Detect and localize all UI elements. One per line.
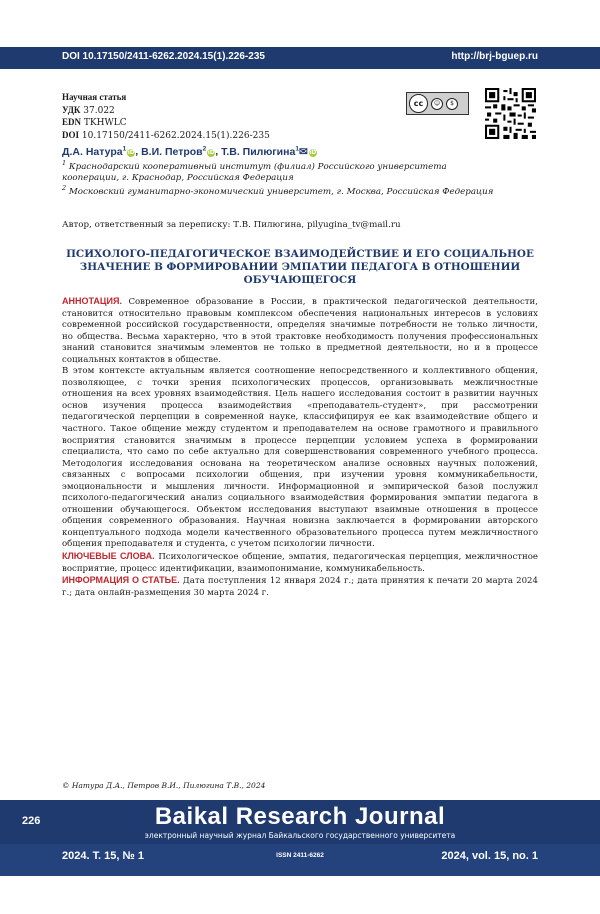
- article-type: Научная статья: [62, 92, 126, 102]
- creative-commons-badge[interactable]: [406, 92, 469, 115]
- issn: ISSN 2411-6262: [0, 852, 600, 859]
- orcid-icon[interactable]: iD: [309, 149, 317, 157]
- journal-name: Baikal Research Journal: [0, 803, 600, 831]
- affiliation-2: [62, 183, 502, 198]
- qr-code[interactable]: [485, 88, 536, 139]
- author[interactable]: [141, 146, 215, 158]
- abstract-block: [62, 296, 538, 599]
- nc-icon: $: [446, 98, 458, 110]
- udk-label: УДК: [62, 105, 80, 115]
- abstract-label: АННОТАЦИЯ.: [62, 296, 122, 306]
- header-doi: DOI 10.17150/2411-6262.2024.15(1).226-235: [62, 51, 265, 62]
- abstract-p2: В этом контексте актуальным является соотношение непосредственного и коллективного общения, позволяющее, с точки зрения психологических процессов, организовывать межличностные отношения на всех уровнях взаимодействия. Цель нашего исследования состоит в развитии научных основ изучения процесса взаимодействия «преподаватель-студент», при рассмотрении педагогической перцепции в современной науке, классифицируя ее как взаимодействие общего и частного. Такое общение между студентом и преподавателем на основе грамотного и правильного восприятия становится значимым в процессе перцепции условием успеха в формировании специалиста, что само по себе актуально для совершенствования современного учебного процесса. Методология исследования основана на теоретическом анализе основных научных положений, связанных с вопросами психологии общения, при изучении уровня коммуникабельности, эмоциональности и мышления личности. Информационной и эмпирической базой послужил психолого-педагогический анализ социального взаимодействия формирования эмпатии педагога в отношении обучающегося. Объектом исследования выступают взаимные отношения в процессе общения современного образования. Научная новизна заключается в формировании авторского концептуального подхода модели качественного образовательного процесса путем межличностного общения преподавателя и студента, с учетом психологии личности.: [62, 366, 538, 549]
- author-sup: 1: [123, 145, 127, 152]
- doi-value[interactable]: 10.17150/2411-6262.2024.15(1).226-235: [82, 131, 270, 141]
- article-title: ПСИХОЛОГО-ПЕДАГОГИЧЕСКОЕ ВЗАИМОДЕЙСТВИЕ И ЕГО СОЦИАЛЬНОЕ ЗНАЧЕНИЕ В ФОРМИРОВАНИИ ЭМПАТИИ ПЕДАГОГА В ОТНОШЕНИИ ОБУЧАЮЩЕГОСЯ: [62, 248, 538, 287]
- author-name: Т.В. Пилюгина: [221, 146, 295, 158]
- orcid-icon[interactable]: iD: [207, 149, 215, 157]
- envelope-icon[interactable]: ✉: [299, 146, 308, 158]
- article-meta: [62, 92, 270, 142]
- journal-footer: [0, 800, 600, 876]
- affiliation-text: Московский гуманитарно-экономический университет, г. Москва, Российская Федерация: [69, 187, 494, 197]
- udk-value: 37.022: [83, 106, 115, 116]
- orcid-icon[interactable]: iD: [127, 149, 135, 157]
- article-info-label: ИНФОРМАЦИЯ О СТАТЬЕ.: [62, 575, 180, 585]
- author-sup: 1: [295, 145, 299, 152]
- author[interactable]: [221, 146, 317, 158]
- volume-en: 2024, vol. 15, no. 1: [441, 850, 538, 862]
- volume-ru: 2024. Т. 15, № 1: [62, 850, 144, 862]
- cc-icon: cc: [409, 94, 428, 113]
- affiliation-text: Краснодарский кооперативный институт (филиал) Российского университета кооперации, г. Краснодар, Российская Федерация: [62, 162, 447, 184]
- keywords-label: КЛЮЧЕВЫЕ СЛОВА.: [62, 551, 155, 561]
- affiliation-num: 1: [62, 159, 66, 167]
- affiliation-num: 2: [62, 184, 66, 192]
- header-url[interactable]: http://brj-bguep.ru: [451, 51, 538, 62]
- author-name: В.И. Петров: [141, 146, 203, 158]
- page-number: 226: [22, 815, 40, 827]
- keywords-text: Психологическое общение, эмпатия, педагогическая перцепция, межличностное восприятие, процесс идентификации, взаимопонимание, коммуникабельность.: [62, 552, 538, 574]
- author[interactable]: [62, 146, 135, 158]
- copyright: © Натура Д.А., Петров В.И., Пилюгина Т.В., 2024: [62, 781, 265, 790]
- article-info-text: Дата поступления 12 января 2024 г.; дата принятия к печати 20 марта 2024 г.; дата онлайн-размещения 30 марта 2024 г.: [62, 576, 538, 598]
- author-sup: 2: [203, 145, 207, 152]
- by-icon: ☺: [431, 98, 443, 110]
- author-list: Д.А. Натура1iD, В.И. Петров2iD, Т.В. Пилюгина1✉iD: [62, 145, 317, 158]
- correspondence: Автор, ответственный за переписку: Т.В. Пилюгина, pilyugina_tv@mail.ru: [62, 220, 401, 230]
- affiliation-1: [62, 158, 502, 185]
- journal-subtitle: электронный научный журнал Байкальского государственного университета: [0, 831, 600, 840]
- abstract-p1: Современное образование в России, в практической педагогической деятельности, становится относительно правовым комплексом обеспечения национальных интересов в условиях современной российской государственности, определяя значимые потребности не только личности, но общества. Весьма характерно, что в этой трактовке необходимость получения профессиональных знаний становится значимым элементов не только в предметной деятельности, но и в процессе социальных контактов в обществе.: [62, 297, 538, 365]
- edn-label: EDN: [62, 117, 81, 127]
- header-bar: [0, 47, 600, 69]
- author-name: Д.А. Натура: [62, 146, 123, 158]
- doi-label: DOI: [62, 130, 79, 140]
- edn-value: TKHWLC: [84, 118, 127, 128]
